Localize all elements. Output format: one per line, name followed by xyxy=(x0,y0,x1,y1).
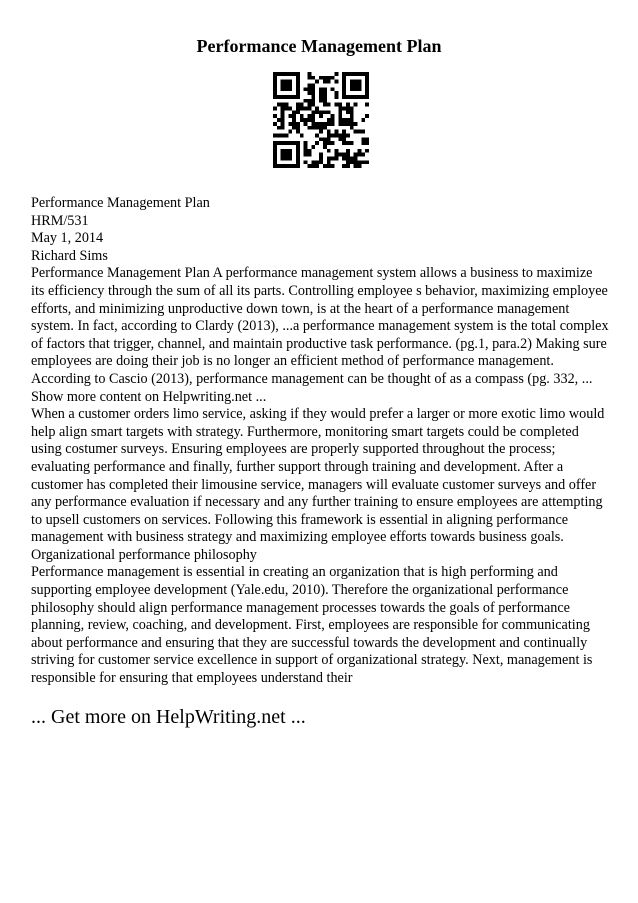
section-heading: Organizational performance philosophy xyxy=(31,546,257,563)
page-title: Performance Management Plan xyxy=(196,36,442,56)
qr-code-icon xyxy=(273,72,369,168)
doc-title-line: Performance Management Plan xyxy=(31,195,210,211)
body-paragraph: Performance management is essential in creating an organization that is high performing and supporting employee development (Yale.edu, 2010). Therefore the organizational performance philosophy should align performance management processes towards the goals of performance planning, review, coaching, and development. First, employees are responsible for communicating about performance and ensuring that they are successful towards the development and continually striving for customer service excellence in support of organizational strategy. Next, management is responsible for ensuring that employees understand their xyxy=(31,564,593,687)
author-line: Richard Sims xyxy=(31,247,108,264)
course-code-line: HRM/531 xyxy=(31,212,89,229)
document-body xyxy=(31,195,609,688)
date-line: May 1, 2014 xyxy=(31,230,104,247)
body-paragraph: When a customer orders limo service, asking if they would prefer a larger or more exotic limo would help align smart targets with strategy. Furthermore, monitoring smart targets could be completed using costumer surveys. Ensuring employees are properly supported throughout the process; evaluating performance and finally, further support through training and development. After a customer has completed their limousine service, managers will evaluate customer surveys and offer any performance evaluation if necessary and any further training to ensure employees are attempting to upsell customers on services. Following this framework is essential in aligning performance management with business strategy and maximizing employee efforts towards business goals. xyxy=(31,406,605,546)
get-more-link[interactable]: ... Get more on HelpWriting.net ... xyxy=(31,706,306,728)
body-paragraph: Performance Management Plan A performance management system allows a business to maximize its efficiency through the sum of all its parts. Controlling employee s behavior, maximizing employee efforts, and minimizing unproductive down town, is at the heart of a performance management system. In fact, according to Clardy (2013), ...a performance management system is the total complex of factors that trigger, channel, and maintain productive task performance. (pg.1, para.2) Making sure employees are doing their job is no longer an efficient method of performance management. According to Cascio (2013), performance management can be thought of as a compass (pg. 332, ... Show more content on Helpwriting.net ... xyxy=(31,265,609,405)
